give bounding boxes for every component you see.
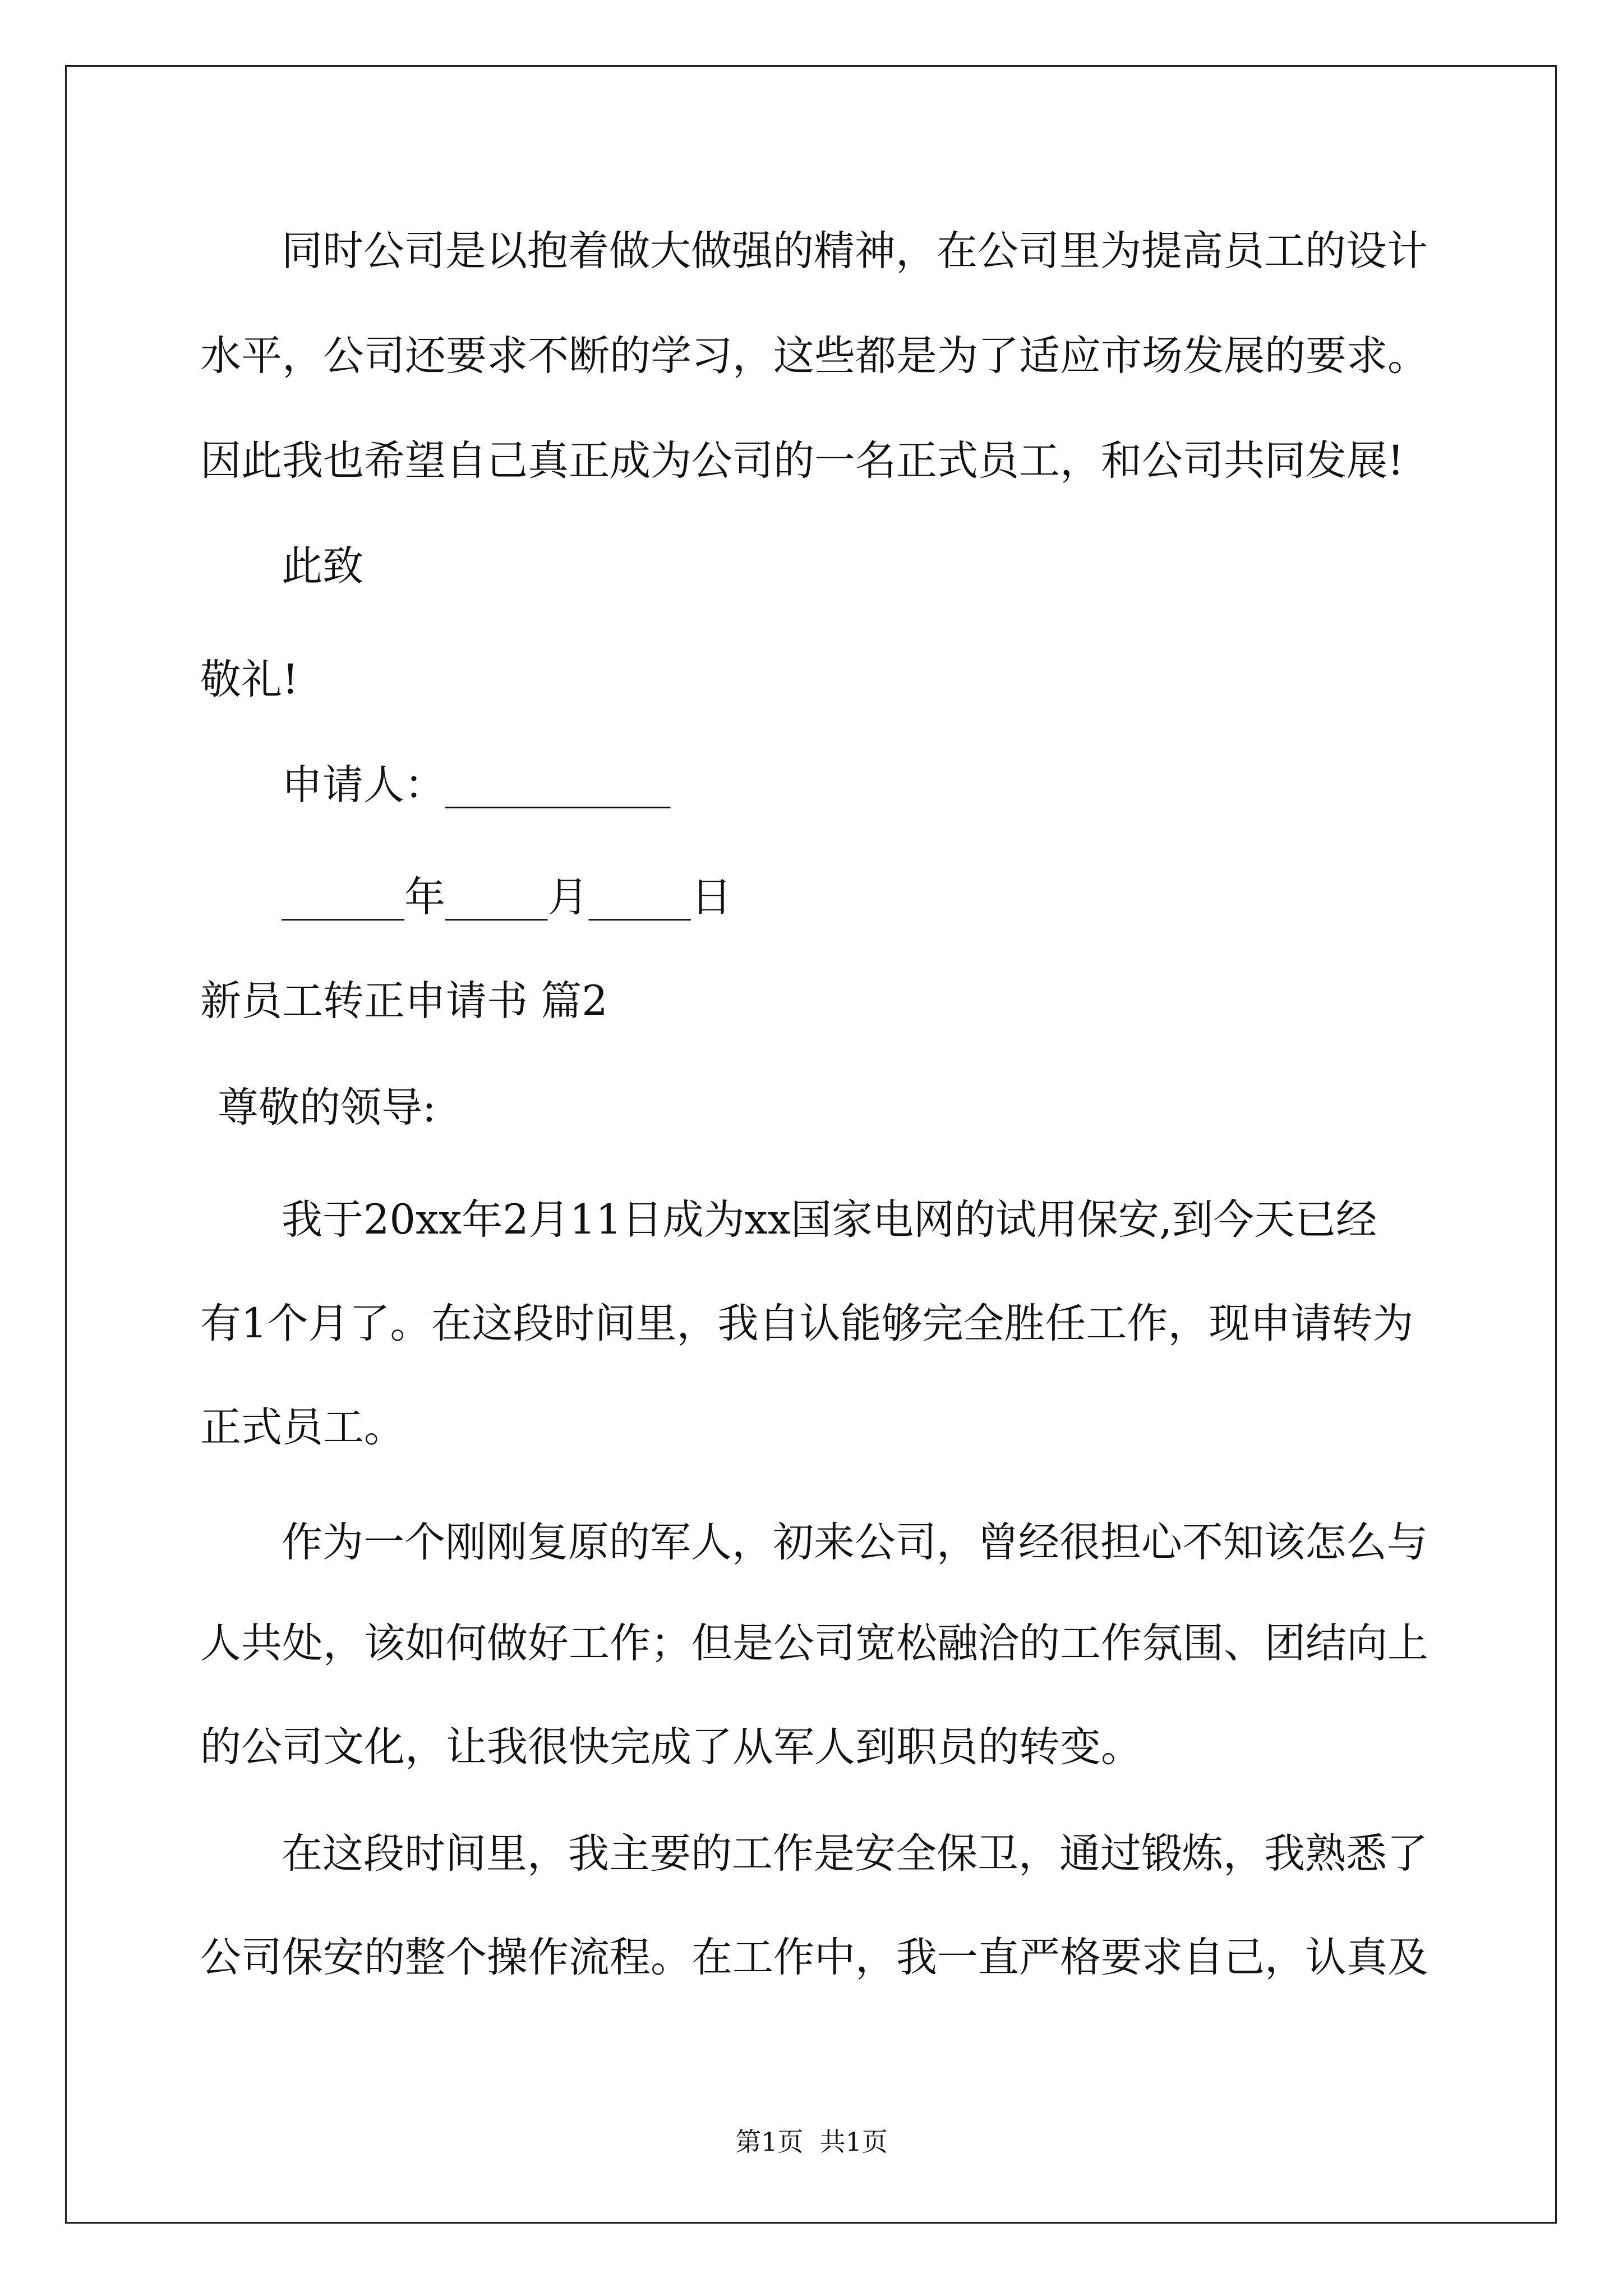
applicant-signature-line: 申请人：___________ [282,761,671,809]
paragraph-line: 因此我也希望自己真正成为公司的一名正式员工，和公司共同发展! [200,437,1404,485]
paragraph-line: 有1个月了。在这段时间里，我自认能够完全胜任工作，现申请转为 [200,1300,1414,1347]
closing-salutation: 此致 [282,542,363,590]
paragraph-line: 公司保安的整个操作流程。在工作中，我一直严格要求自己，认真及 [200,1934,1428,1981]
page-number-footer: 第1页 共1页 [735,2127,888,2157]
closing-regards: 敬礼! [200,656,299,703]
paragraph-line: 正式员工。 [200,1404,405,1451]
paragraph-line: 人共处，该如何做好工作；但是公司宽松融洽的工作氛围、团结向上 [200,1619,1428,1667]
section-heading: 新员工转正申请书 篇2 [200,977,608,1025]
page-border [65,65,1557,2224]
greeting: 尊敬的领导: [218,1084,436,1131]
paragraph-line: 在这段时间里，我主要的工作是安全保卫，通过锻炼，我熟悉了 [282,1830,1428,1878]
paragraph-line: 水平，公司还要求不断的学习，这些都是为了适应市场发展的要求。 [200,332,1428,380]
paragraph-line: 的公司文化，让我很快完成了从军人到职员的转变。 [200,1723,1142,1771]
paragraph-line: 我于20xx年2月11日成为xx国家电网的试用保安,到今天已经 [282,1196,1377,1244]
paragraph-line: 作为一个刚刚复原的军人，初来公司，曾经很担心不知该怎么与 [282,1519,1428,1566]
paragraph-line: 同时公司是以抱着做大做强的精神，在公司里为提高员工的设计 [282,227,1428,275]
date-line: ______年_____月_____日 [282,873,732,921]
